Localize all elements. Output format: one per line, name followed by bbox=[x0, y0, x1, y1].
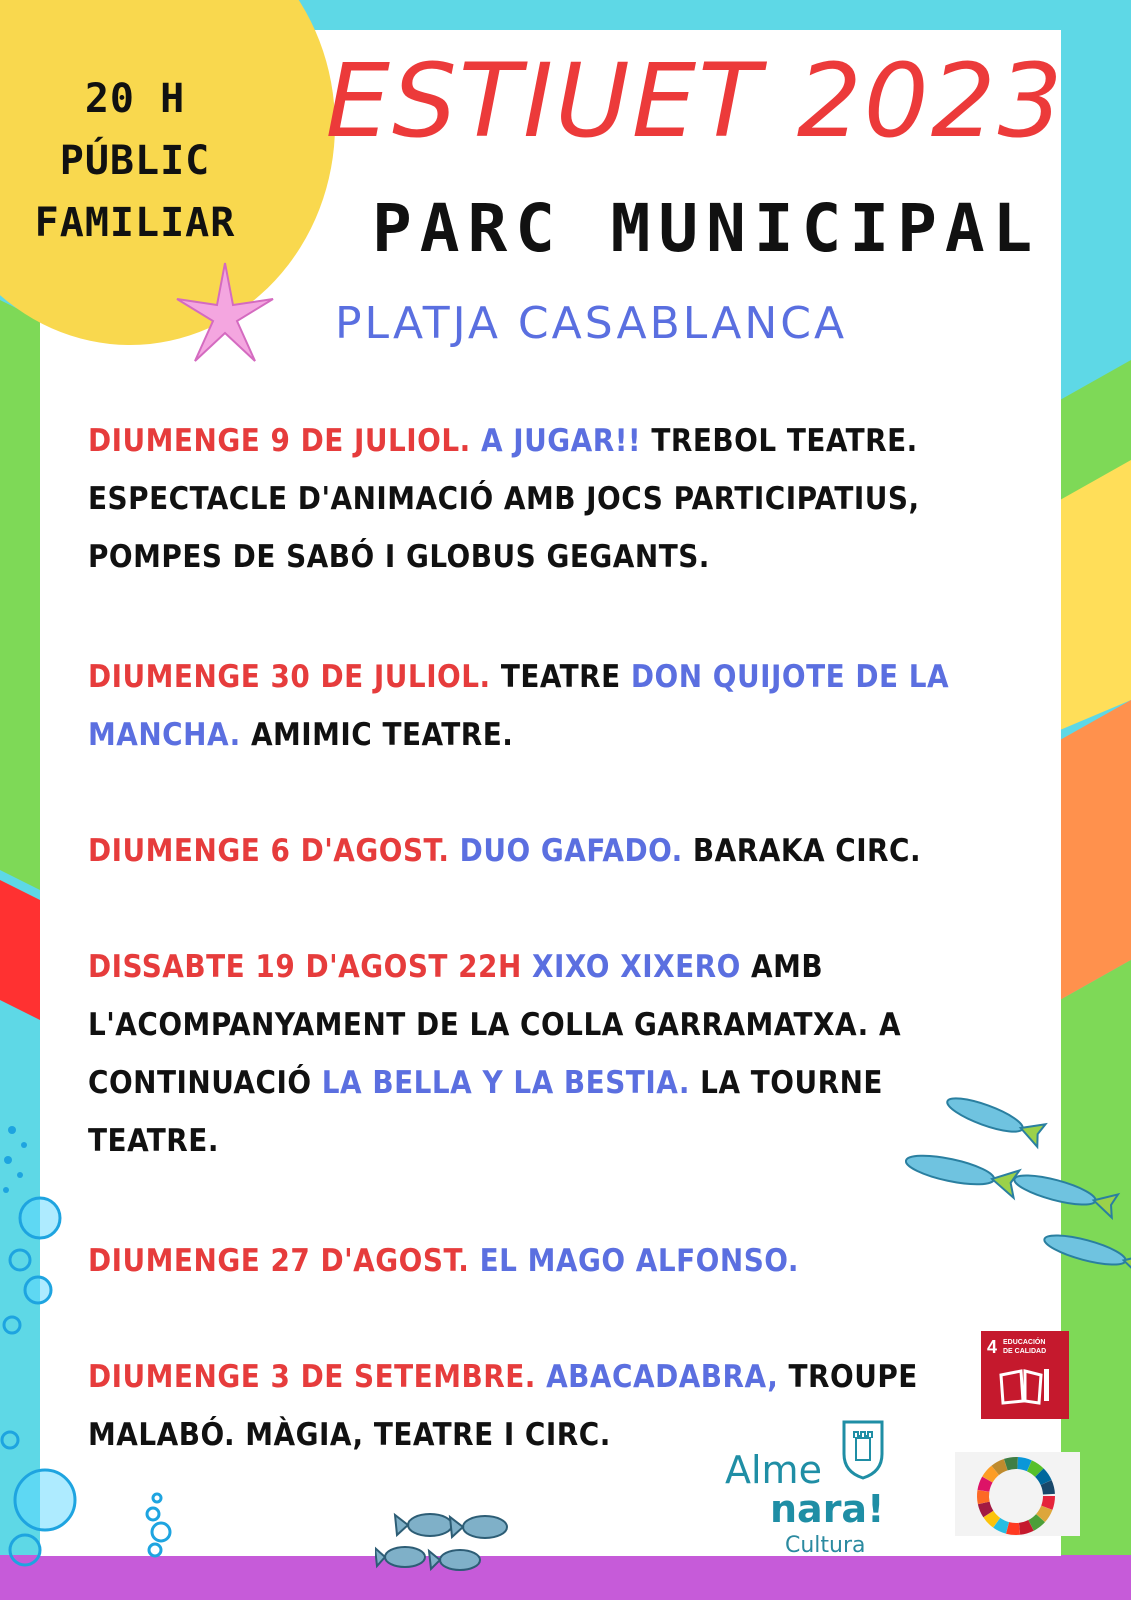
event-company: TREBOL TEATRE. bbox=[651, 423, 918, 459]
logo-text: Alme bbox=[725, 1448, 822, 1492]
logo-text: nara! bbox=[770, 1487, 885, 1531]
event-show: A JUGAR!! bbox=[480, 423, 642, 459]
badge-time: 20 H bbox=[84, 76, 186, 122]
event-item bbox=[88, 1232, 1023, 1290]
castle-shield-icon bbox=[838, 1418, 888, 1480]
event-item bbox=[88, 822, 1023, 880]
bubbles-icon bbox=[135, 1490, 185, 1560]
event-show: DON QUIJOTE DE LA bbox=[630, 659, 950, 695]
event-date: DISSABTE 19 D'AGOST 22H bbox=[88, 949, 522, 985]
event-description: AMB bbox=[751, 949, 824, 985]
bubbles-icon bbox=[0, 1110, 90, 1600]
event-show: DUO GAFADO. bbox=[459, 833, 683, 869]
event-show: ABACADABRA, bbox=[546, 1359, 779, 1395]
starfish-icon bbox=[170, 260, 280, 370]
event-show: LA BELLA Y LA BESTIA. bbox=[321, 1065, 690, 1101]
event-description: L'ACOMPANYAMENT DE LA COLLA GARRAMATXA. A bbox=[88, 1007, 902, 1043]
sdg-wheel-icon bbox=[975, 1455, 1057, 1537]
event-date: DIUMENGE 3 DE SETEMBRE. bbox=[88, 1359, 536, 1395]
event-company: LA TOURNE bbox=[700, 1065, 883, 1101]
event-type: TEATRE bbox=[500, 659, 621, 695]
event-company: BARAKA CIRC. bbox=[692, 833, 922, 869]
fish-school-icon bbox=[905, 1090, 1131, 1300]
fish-group-icon bbox=[375, 1505, 525, 1585]
event-item bbox=[88, 648, 1023, 764]
event-show: XIXO XIXERO bbox=[532, 949, 741, 985]
event-list bbox=[88, 412, 1023, 1464]
venue-place: PLATJA CASABLANCA bbox=[335, 298, 848, 349]
event-description: ESPECTACLE D'ANIMACIÓ AMB JOCS PARTICIPATIUS, bbox=[88, 481, 920, 517]
book-pencil-icon bbox=[999, 1367, 1051, 1407]
sdg-number: 4 bbox=[987, 1337, 998, 1357]
badge-familiar: FAMILIAR bbox=[34, 200, 236, 246]
event-date: DIUMENGE 30 DE JULIOL. bbox=[88, 659, 491, 695]
event-show: EL MAGO ALFONSO. bbox=[479, 1243, 799, 1279]
event-item bbox=[88, 938, 1023, 1170]
event-company: TROUPE bbox=[788, 1359, 918, 1395]
event-item bbox=[88, 1348, 968, 1464]
event-company: TEATRE. bbox=[88, 1123, 219, 1159]
sdg-title: DE CALIDAD bbox=[1003, 1348, 1047, 1355]
logo-subtitle: Cultura bbox=[785, 1533, 866, 1558]
venue-title: PARC MUNICIPAL bbox=[372, 190, 1041, 267]
event-show: MANCHA. bbox=[88, 717, 241, 753]
event-date: DIUMENGE 27 D'AGOST. bbox=[88, 1243, 470, 1279]
badge-audience: PÚBLIC bbox=[59, 138, 211, 184]
event-date: DIUMENGE 6 D'AGOST. bbox=[88, 833, 450, 869]
event-description: MALABÓ. MÀGIA, TEATRE I CIRC. bbox=[88, 1417, 611, 1453]
event-description: CONTINUACIÓ bbox=[88, 1065, 312, 1101]
event-description: POMPES DE SABÓ I GLOBUS GEGANTS. bbox=[88, 539, 710, 575]
event-item bbox=[88, 412, 1023, 586]
page-title: ESTIUET 2023 bbox=[325, 42, 1065, 161]
sdg-title: EDUCACIÓN bbox=[1003, 1339, 1046, 1346]
event-company: AMIMIC TEATRE. bbox=[250, 717, 514, 753]
event-date: DIUMENGE 9 DE JULIOL. bbox=[88, 423, 471, 459]
sdg-education-badge bbox=[981, 1331, 1069, 1419]
